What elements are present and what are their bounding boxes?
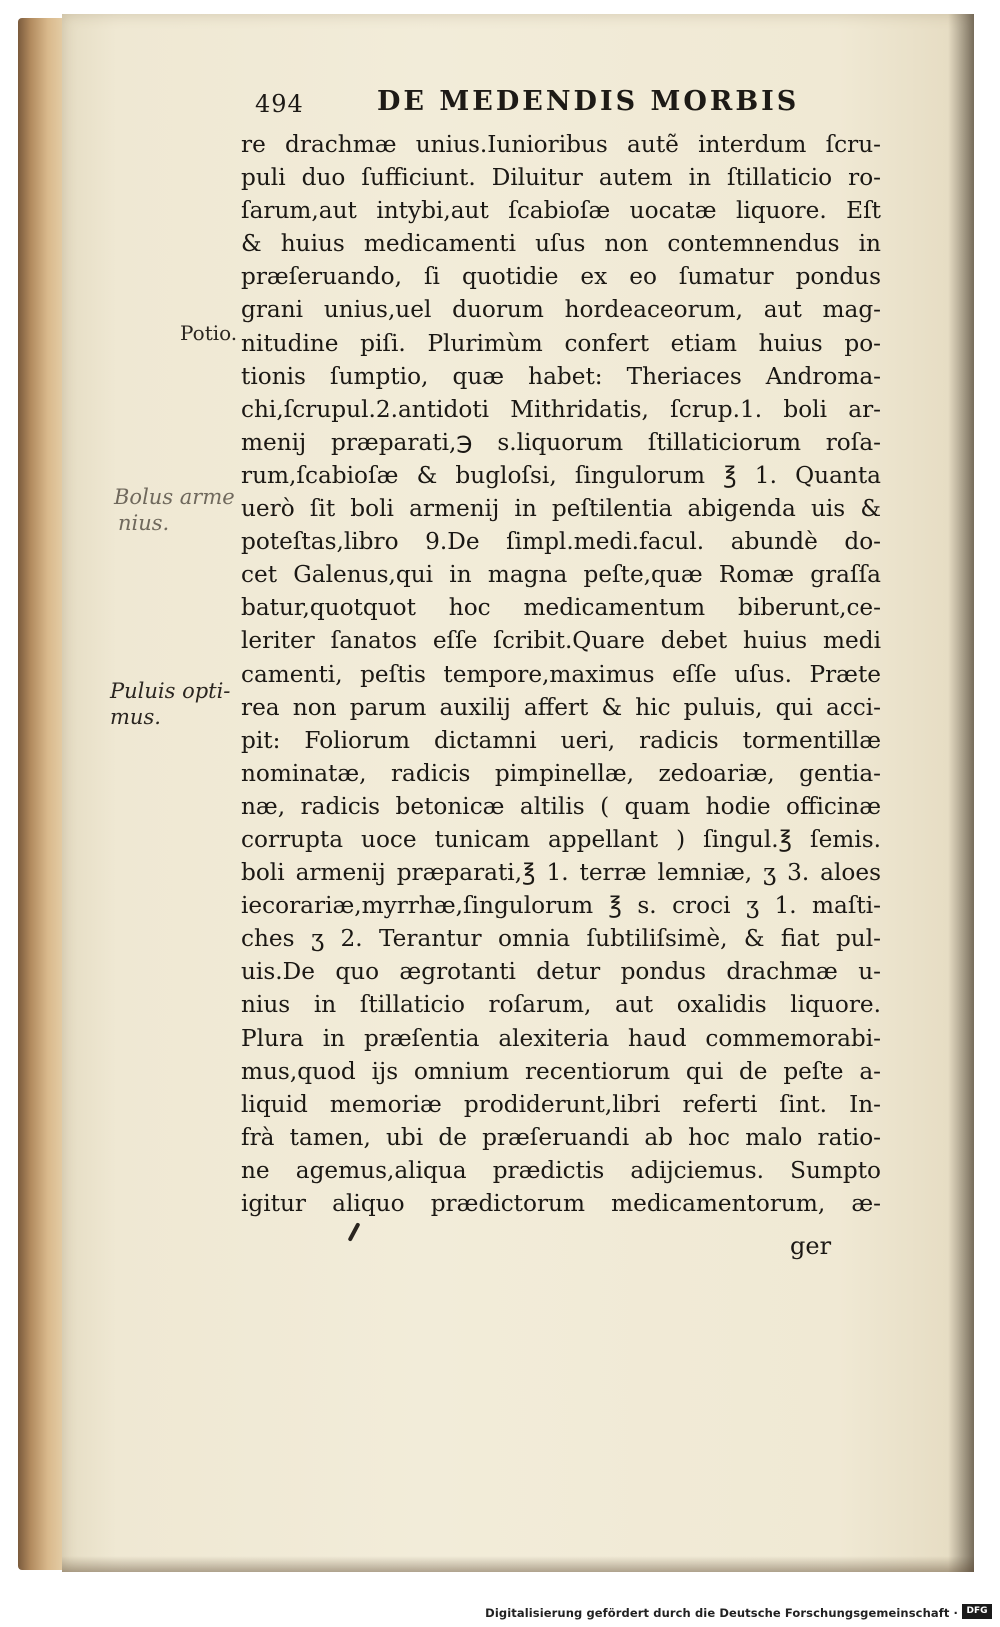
page-header <box>255 86 875 126</box>
text-line: & huius medicamenti uſus non contemnendus in <box>241 230 881 258</box>
running-title: DE MEDENDIS MORBIS <box>377 86 800 117</box>
text-line: boli armenij præparati,℥ 1. terræ lemniæ, ʒ 3. aloes <box>241 859 881 887</box>
text-line: poteſtas,libro 9.De ſimpl.medi.facul. abundè do- <box>241 528 881 556</box>
text-line: corrupta uoce tunicam appellant ) ſingul.℥ ſemis. <box>241 825 881 853</box>
book-spine-edge <box>18 18 68 1570</box>
text-line: igitur aliquo prædictorum medicamentorum, æ- <box>241 1190 881 1217</box>
page-gutter-shadow <box>948 14 974 1572</box>
text-line: batur,quotquot hoc medicamentum biberunt,ce- <box>241 594 881 622</box>
text-line: ſarum,aut intybi,aut ſcabioſæ uocatæ liquore. Eſt <box>241 197 881 225</box>
dfg-logo-icon: DFG <box>962 1604 992 1619</box>
margin-note-line: Puluis opti- <box>110 679 231 703</box>
text-line: leriter ſanatos eſſe ſcribit.Quare debet huius medi <box>241 627 881 655</box>
text-line: uis.De quo ægrotanti detur pondus drachmæ u- <box>241 958 881 986</box>
text-line: liquid memoriæ prodiderunt,libri referti ſint. In- <box>241 1090 881 1118</box>
text-line: grani unius,uel duorum hordeaceorum, aut mag- <box>241 296 881 324</box>
text-line: frà tamen, ubi de præſeruandi ab hoc malo ratio- <box>241 1123 881 1151</box>
text-line: tionis ſumptio, quæ habet: Theriaces Androma- <box>241 362 881 390</box>
page-number: 494 <box>255 90 304 118</box>
text-line: ne agemus,aliqua prædictis adijciemus. Sumpto <box>241 1156 881 1184</box>
text-line: Plura in præſentia alexiteria haud commemorabi- <box>241 1024 881 1052</box>
text-line: menij præparati,℈ s.liquorum ſtillaticiorum roſa- <box>241 428 881 456</box>
margin-note-bolus <box>114 484 235 536</box>
text-line: re drachmæ unius.Iunioribus autẽ interdum ſcru- <box>241 131 881 158</box>
body-text <box>241 128 881 1220</box>
text-line: puli duo ſufficiunt. Diluitur autem in ſtillaticio ro- <box>241 164 881 192</box>
text-line: chi,ſcrupul.2.antidoti Mithridatis, ſcrup.1. boli ar- <box>241 395 881 423</box>
text-line: uerò ſit boli armenij in peſtilentia abigenda uis & <box>241 495 881 523</box>
text-line: ches ʒ 2. Terantur omnia ſubtiliſsimè, & fiat pul- <box>241 925 881 953</box>
text-line: nius in ſtillaticio roſarum, aut oxalidis liquore. <box>241 991 881 1019</box>
footer-bar <box>0 1598 1000 1627</box>
text-line: nitudine piſi. Plurimùm confert etiam huius po- <box>241 329 881 357</box>
margin-note-potio: Potio. <box>180 321 238 345</box>
text-line: camenti, peſtis tempore,maximus eſſe uſus. Præte <box>241 660 881 688</box>
text-line: præſeruando, ſi quotidie ex eo ſumatur pondus <box>241 263 881 291</box>
page-bottom-shadow <box>62 1556 974 1572</box>
margin-note-line: Bolus arme <box>114 485 235 509</box>
funding-credit: Digitalisierung gefördert durch die Deutsche Forschungsgemeinschaft · <box>485 1606 958 1620</box>
text-line: iecorariæ,myrrhæ,ſingulorum ℥ s. croci ʒ 1. maſti- <box>241 892 881 920</box>
text-line: pit: Foliorum dictamni ueri, radicis tormentillæ <box>241 726 881 754</box>
text-line: cet Galenus,qui in magna peſte,quæ Romæ graſſa <box>241 561 881 589</box>
text-line: nominatæ, radicis pimpinellæ, zedoariæ, gentia- <box>241 759 881 787</box>
text-line: mus,quod ijs omnium recentiorum qui de peſte a- <box>241 1057 881 1085</box>
margin-note-line: nius. <box>118 511 170 535</box>
text-line: rum,ſcabioſæ & bugloſsi, ſingulorum ℥ 1. Quanta <box>241 461 881 489</box>
text-line: næ, radicis betonicæ altilis ( quam hodie officinæ <box>241 792 881 820</box>
catchword: ger <box>790 1232 832 1260</box>
text-line: rea non parum auxilij affert & hic puluis, qui acci- <box>241 693 881 721</box>
margin-note-puluis <box>110 678 230 730</box>
margin-note-line: mus. <box>110 705 161 729</box>
